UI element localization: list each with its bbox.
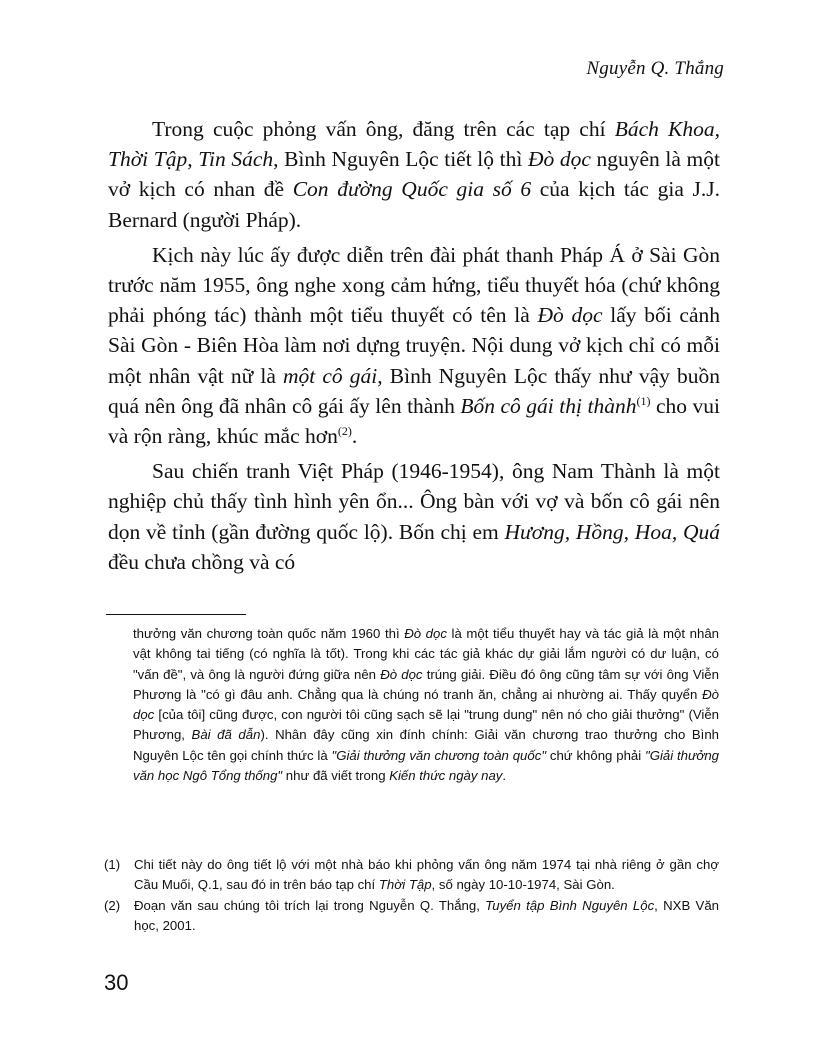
fn-text-part: Chi tiết này do ông tiết lộ với một nhà báo khi phỏng vấn ông năm 1974 tại nhà riêng ở gần chợ Cầu Muối, Q.1, sau đó in trên báo tạp chí [134, 857, 719, 893]
p1-text: Trong cuộc phỏng vấn ông, đăng trên các tạp chí [152, 117, 615, 141]
running-header: Nguyễn Q. Thắng [586, 58, 724, 79]
note-text: là một tiểu thuyết hay và tác giả là một nhân vật không tai tiếng (có nghĩa là tốt). Trong khi các tác giả khác dự giải lắm người có dư luận, có "vấn đề", và ông là người đứng giữa nên [133, 626, 719, 682]
p3-italic-names: Hương, Hồng, Hoa, Quá [504, 519, 721, 544]
note-italic: Đò dọc [133, 686, 719, 723]
p2-text: Kịch này lúc ấy được diễn trên đài phát thanh Pháp Á ở Sài Gòn trước năm 1955, ông nghe xong cảm hứng, tiểu thuyết hóa (chứ không phải phóng tác) thành một tiểu thuyết có tên là [108, 242, 720, 328]
page-number: 30 [104, 970, 129, 995]
note-text: trúng giải. Điều đó ông cũng tâm sự với ông Viễn Phương là "có gì đâu anh. Chẳng qua là chúng nó tranh ăn, chẳng ai nhường ai. Thấy quyển [133, 666, 719, 702]
paragraph-1 [108, 114, 720, 235]
p2-text: , Bình Nguyên Lộc thấy như vậy buồn quá nên ông đã nhân cô gái ấy lên thành [108, 363, 720, 418]
footnote-2 [104, 896, 719, 937]
note-italic: Đò dọc [404, 626, 447, 641]
p1-text: nguyên là một vở kịch có nhan đề [108, 147, 720, 202]
note-text: ). Nhân đây cũng xin đính chính: Giải văn chương trao thưởng cho Bình Nguyên Lộc tên gọi chính thức là [133, 727, 719, 763]
note-italic: Kiến thức ngày nay [389, 768, 503, 784]
note-italic: Đò dọc [380, 666, 423, 682]
p2-text: lấy bối cảnh Sài Gòn - Biên Hòa làm nơi dựng truyện. Nội dung vở kịch chỉ có mỗi một nhân vật nữ là [108, 303, 720, 388]
note-text: . [502, 768, 507, 784]
note-italic: "Giải thưởng văn học Ngô Tổng thống" [133, 747, 719, 784]
footnote-marker: (2) [104, 897, 121, 913]
p2-italic-novel-title: Bốn cô gái thị thành [460, 393, 637, 418]
p2-text: cho vui và rộn ràng, khúc mắc hơn [108, 393, 720, 449]
fn-text-part: , NXB Văn học, 2001. [134, 897, 719, 933]
fn-text-part: Đoạn văn sau chúng tôi trích lại trong Nguyễn Q. Thắng, [134, 897, 486, 913]
p1-italic-title: Đò dọc [527, 147, 591, 172]
footnote-text [134, 896, 719, 937]
note-text: [của tôi] cũng được, con người tôi cũng sạch sẽ lại "trung dung" nên nó cho giải thưởng" (Viễn Phương, [133, 707, 719, 743]
footnote-1 [104, 855, 719, 896]
note-text: thưởng văn chương toàn quốc năm 1960 thì [133, 626, 405, 641]
fn-italic: Thời Tập [378, 877, 432, 893]
note-italic: Bài đã dẫn [191, 727, 261, 743]
footnote-ref-2: (2) [337, 423, 352, 438]
footnote-marker: (1) [104, 857, 121, 872]
paragraph-2 [108, 240, 720, 451]
footnote-separator [106, 614, 246, 615]
fn-italic: Tuyển tập Bình Nguyên Lộc [485, 897, 655, 913]
footnote-continuation [133, 624, 719, 786]
note-text: như đã viết trong [282, 768, 390, 784]
note-italic: "Giải thưởng văn chương toàn quốc" [331, 747, 547, 763]
p1-italic-play-title: Con đường Quốc gia số 6 [292, 177, 532, 202]
footnotes [104, 855, 719, 936]
footnote-ref-1: (1) [636, 393, 651, 408]
note-text: chứ không phải [546, 747, 646, 763]
p2-text: . [351, 424, 358, 449]
main-text [108, 114, 720, 582]
p1-text: của kịch tác gia J.J. Bernard (người Pháp). [108, 177, 720, 232]
paragraph-3 [108, 456, 720, 577]
footnote-text [134, 855, 719, 896]
p1-text: , Bình Nguyên Lộc tiết lộ thì [273, 147, 528, 172]
p3-text: Sau chiến tranh Việt Pháp (1946-1954), ông Nam Thành là một nghiệp chủ thấy tình hình yên ổn... Ông bàn với vợ và bốn cô gái nên dọn về tỉnh (gần đường quốc lộ). Bốn chị em [108, 459, 720, 544]
p2-italic-title: Đò dọc [537, 303, 603, 328]
p1-italic-magazines: Bách Khoa, Thời Tập, Tin Sách [108, 117, 720, 172]
p3-text: đều chưa chồng và có [108, 549, 296, 574]
fn-text-part: , số ngày 10-10-1974, Sài Gòn. [431, 877, 615, 893]
p2-italic-phrase: một cô gái [283, 363, 378, 388]
